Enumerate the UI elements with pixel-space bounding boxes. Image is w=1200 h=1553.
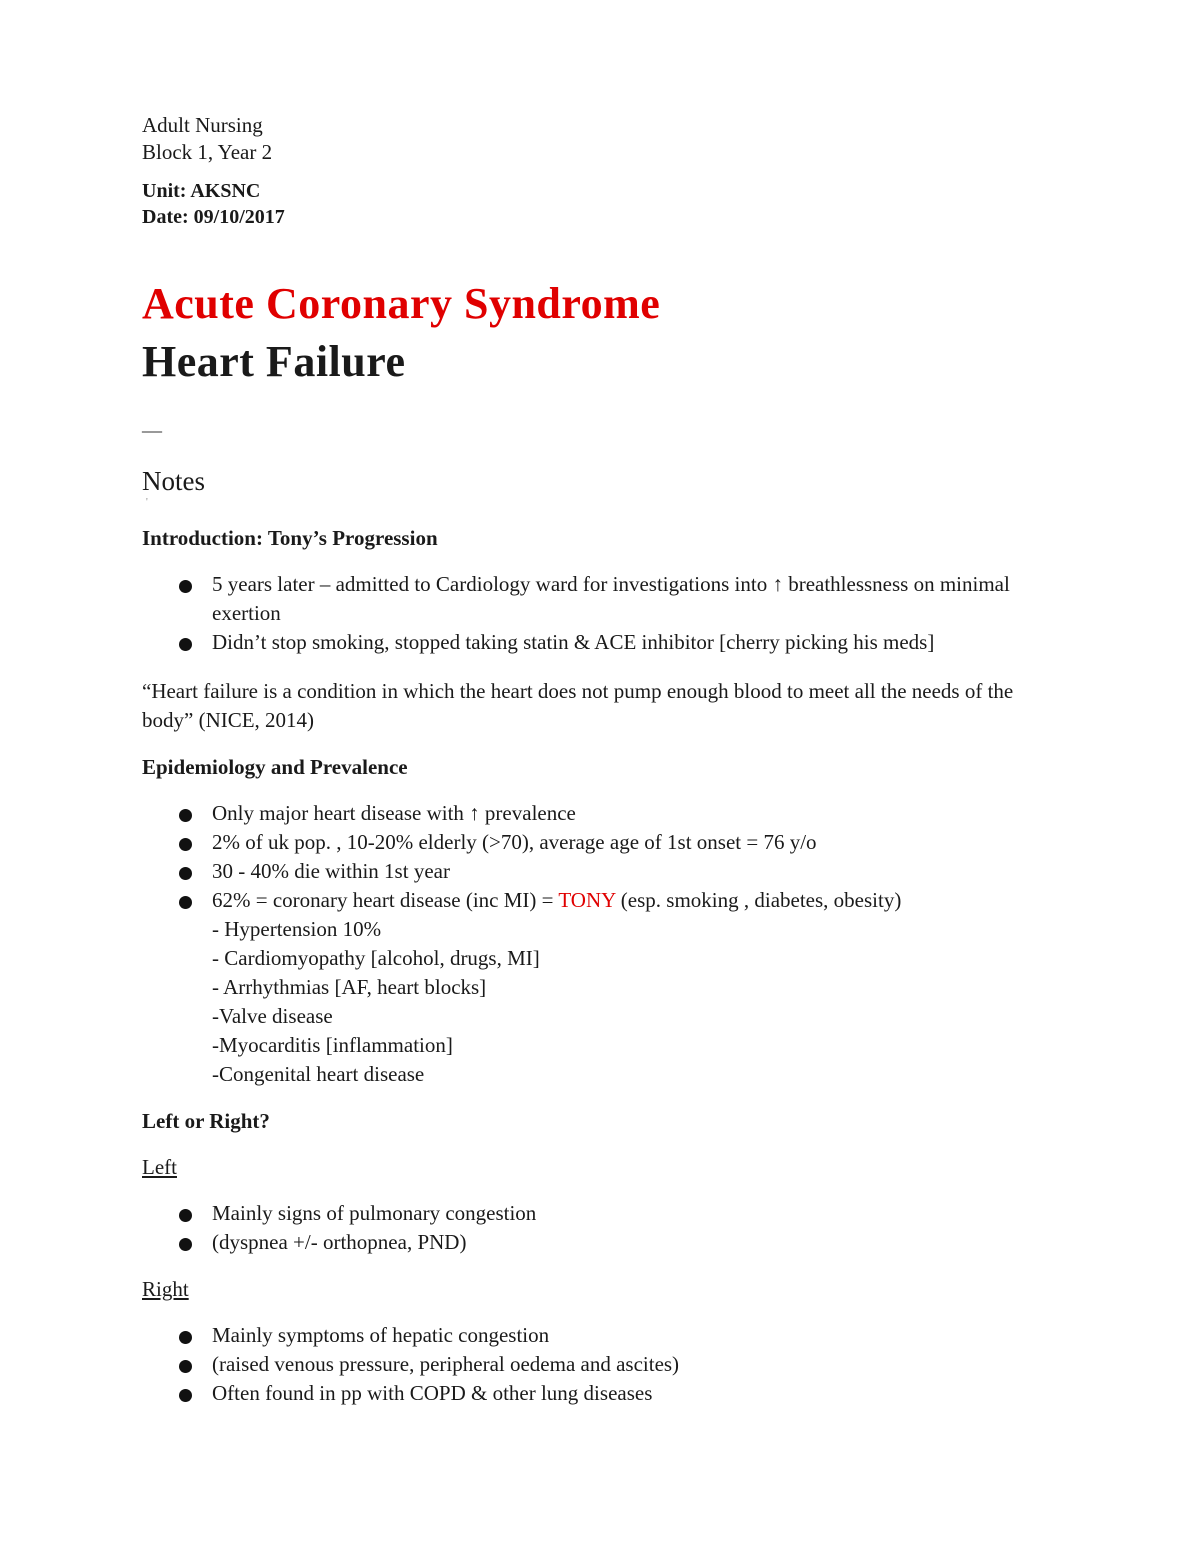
- main-title: Acute Coronary Syndrome: [142, 279, 661, 328]
- bullet-icon: [179, 638, 192, 651]
- list-item: Often found in pp with COPD & other lung diseases: [142, 1379, 1042, 1408]
- bullet-icon: [179, 809, 192, 822]
- cause-item: -Myocarditis [inflammation]: [212, 1033, 453, 1057]
- bullet-icon: [179, 1238, 192, 1251]
- left-bullet-list: [142, 1199, 1042, 1257]
- list-item: (dyspnea +/- orthopnea, PND): [142, 1228, 1042, 1257]
- unit-code: Unit: AKSNC: [142, 180, 261, 202]
- cause-item: - Cardiomyopathy [alcohol, drugs, MI]: [212, 946, 540, 970]
- right-label: Right: [142, 1277, 189, 1301]
- intro-bullet-list: [142, 570, 1042, 657]
- list-item: 62% = coronary heart disease (inc MI) = TONY (esp. smoking , diabetes, obesity) - Hypertension 10% - Cardiomyopathy [alcohol, drugs, MI] - Arrhythmias [AF, heart blocks] -Valve disease -Myocarditis [inflammation] -Congenital heart disease: [142, 886, 1042, 1089]
- cause-item: - Hypertension 10%: [212, 917, 382, 941]
- notes-heading: Notes: [142, 466, 205, 496]
- bullet-icon: [179, 1331, 192, 1344]
- list-item: Mainly signs of pulmonary congestion: [142, 1199, 1042, 1228]
- epidemiology-bullet-list: [142, 799, 1042, 1089]
- block-year: Block 1, Year 2: [142, 140, 273, 164]
- epidemiology-heading: Epidemiology and Prevalence: [142, 755, 408, 779]
- notes-tick-mark: ': [146, 497, 148, 508]
- nice-quote: “Heart failure is a condition in which the heart does not pump enough blood to meet all the needs of the body” (NICE, 2014): [142, 679, 1014, 732]
- list-item: Only major heart disease with ↑ prevalence: [142, 799, 1042, 828]
- list-item: Mainly symptoms of hepatic congestion: [142, 1321, 1042, 1350]
- bullet-icon: [179, 1389, 192, 1402]
- document-page: [142, 112, 1042, 1408]
- tony-highlight: TONY: [558, 888, 616, 912]
- bullet-icon: [179, 896, 192, 909]
- cause-item: - Arrhythmias [AF, heart blocks]: [212, 975, 487, 999]
- left-right-heading: Left or Right?: [142, 1109, 270, 1133]
- bullet-icon: [179, 867, 192, 880]
- list-item: 2% of uk pop. , 10-20% elderly (>70), average age of 1st onset = 76 y/o: [142, 828, 1042, 857]
- right-bullet-list: [142, 1321, 1042, 1408]
- sub-title: Heart Failure: [142, 337, 406, 386]
- left-label: Left: [142, 1155, 177, 1179]
- list-item: 5 years later – admitted to Cardiology ward for investigations into ↑ breathlessness on minimal exertion: [142, 570, 1042, 628]
- title-divider: __: [142, 413, 162, 435]
- bullet-icon: [179, 580, 192, 593]
- bullet-icon: [179, 1360, 192, 1373]
- cause-item: -Congenital heart disease: [212, 1062, 425, 1086]
- bullet-icon: [179, 1209, 192, 1222]
- document-date: Date: 09/10/2017: [142, 206, 285, 228]
- list-item: (raised venous pressure, peripheral oedema and ascites): [142, 1350, 1042, 1379]
- list-item: 30 - 40% die within 1st year: [142, 857, 1042, 886]
- list-item: Didn’t stop smoking, stopped taking statin & ACE inhibitor [cherry picking his meds]: [142, 628, 1042, 657]
- bullet-icon: [179, 838, 192, 851]
- course-name: Adult Nursing: [142, 113, 263, 137]
- cause-item: -Valve disease: [212, 1004, 333, 1028]
- intro-heading: Introduction: Tony’s Progression: [142, 526, 438, 550]
